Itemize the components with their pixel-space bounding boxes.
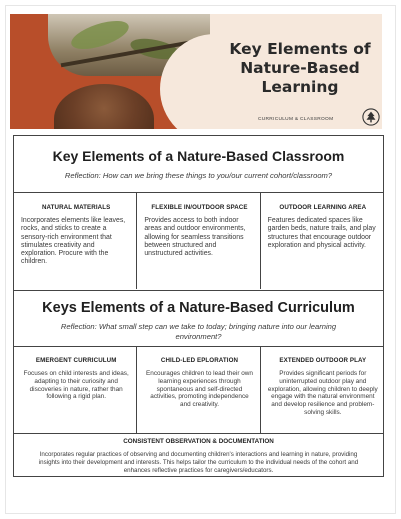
column-title: EMERGENT CURRICULUM (35, 357, 117, 364)
column-text: Focuses on child interests and ideas, adapting to their curiosity and discoveries in nature, rather than following a rigid plan. (23, 370, 129, 401)
curriculum-column (136, 347, 259, 433)
classroom-section (13, 135, 384, 291)
header-banner (10, 14, 382, 129)
column-title: FLEXIBLE IN/OUTDOOR SPACE (151, 204, 248, 211)
classroom-columns (14, 192, 383, 289)
curriculum-reflection: Reflection: What small step can we take to today; bringing nature into our learning environment? (60, 322, 337, 341)
classroom-reflection: Reflection: How can we bring these things to you/our current cohort/classroom? (64, 171, 333, 180)
column-text: Features dedicated spaces like garden beds, nature trails, and play structures that encourage outdoor exploration and physical activity. (267, 217, 376, 249)
page-subtitle: CURRICULUM & CLASSROOM (258, 117, 334, 122)
column-text: Provides access to both indoor areas and outdoor environments, allowing for seamless transitions between structured and unstructured activities. (144, 217, 246, 258)
column-text: Encourages children to lead their own learning experiences through spontaneous and self-directed activities, promoting independence and creativity. (146, 370, 253, 409)
column-title: NATURAL MATERIALS (41, 204, 111, 211)
curriculum-column (14, 347, 136, 433)
header-photo (10, 14, 210, 129)
column-text: Incorporates elements like leaves, rocks, and sticks to create a sensory-rich environment that stimulates creativity and exploration. Procure with the children. (21, 217, 126, 266)
column-text: Provides significant periods for uninterrupted outdoor play and exploration, allowing children to deeply engage with the natural environment and develop resilience and problem-solving skills. (267, 370, 378, 416)
observation-title: CONSISTENT OBSERVATION & DOCUMENTATION (123, 438, 274, 445)
column-title: CHILD-LED EPLORATION (160, 357, 239, 364)
classroom-column (14, 193, 136, 289)
column-title: EXTENDED OUTDOOR PLAY (279, 357, 367, 364)
classroom-column (260, 193, 383, 289)
curriculum-section (13, 291, 384, 477)
classroom-title: Key Elements of a Nature-Based Classroom (52, 148, 345, 164)
curriculum-title: Keys Elements of a Nature-Based Curriculum (42, 300, 355, 316)
classroom-column (136, 193, 259, 289)
curriculum-columns (14, 346, 383, 434)
observation-block (14, 432, 383, 476)
tree-icon (362, 108, 380, 126)
page-title: Key Elements of Nature-Based Learning (229, 40, 371, 96)
column-title: OUTDOOR LEARNING AREA (279, 204, 367, 211)
curriculum-column (260, 347, 383, 433)
observation-text: Incorporates regular practices of observing and documenting children's interactions and learning in nature, providing insights into their development and interests. This helps tailor the curriculum to the individual needs of the cohort and enhances reflective practices for caregivers/educators. (38, 451, 359, 474)
